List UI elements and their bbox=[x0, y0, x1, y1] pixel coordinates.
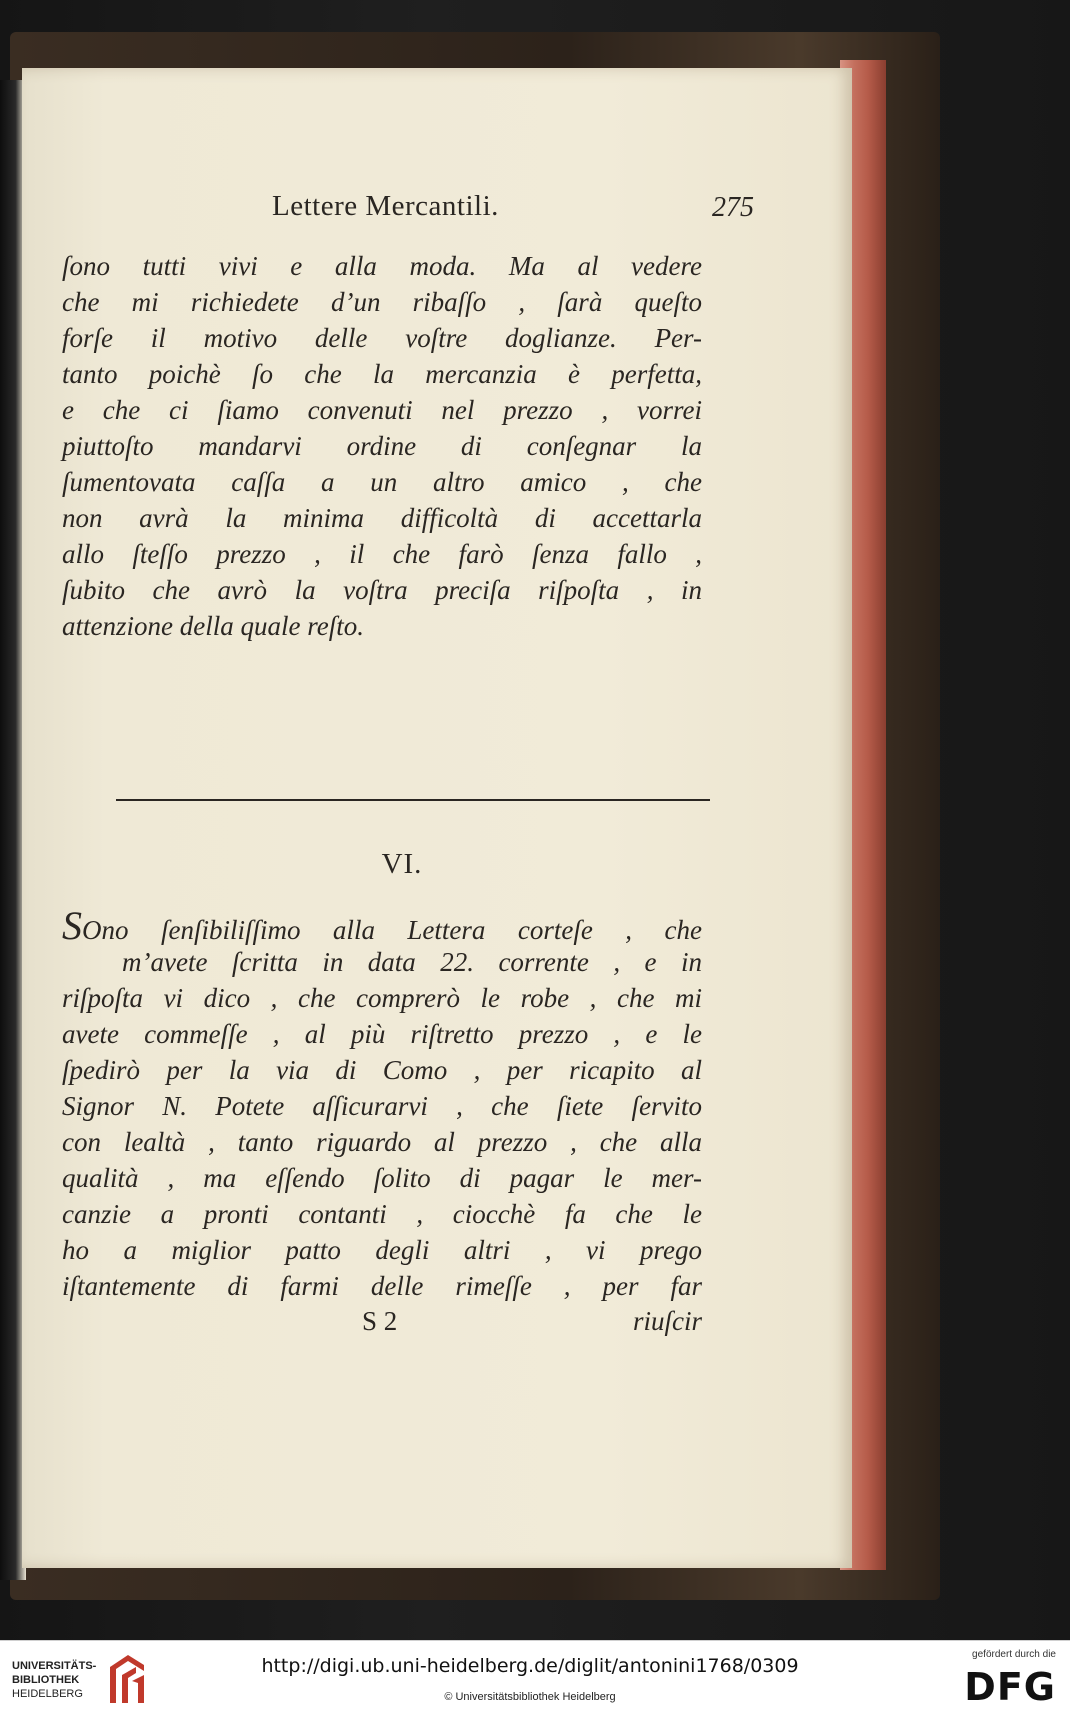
text-line: m’avete ſcritta in data 22. corrente , e in bbox=[122, 947, 702, 977]
text-line: iſtantemente di farmi delle rimeſſe , per far bbox=[62, 1271, 702, 1301]
text-line-first bbox=[62, 903, 702, 948]
text-line: che mi richiedete d’un ribaſſo , ſarà queſto bbox=[62, 287, 702, 317]
text-line: avete commeſſe , al più riſtretto prezzo , e le bbox=[62, 1019, 702, 1049]
book-page bbox=[22, 68, 852, 1568]
library-logo[interactable] bbox=[12, 1659, 96, 1701]
text-line: con lealtà , tanto riguardo al prezzo , che alla bbox=[62, 1127, 702, 1157]
text-line: allo ſteſſo prezzo , il che farò ſenza fallo , bbox=[62, 539, 702, 569]
catchword: riuſcir bbox=[632, 1306, 702, 1336]
dropcap: S bbox=[62, 903, 82, 948]
page-url-link[interactable]: http://digi.ub.uni-heidelberg.de/diglit/antonini1768/0309 bbox=[261, 1655, 799, 1677]
text-line: ſubito che avrò la voſtra preciſa riſpoſta , in bbox=[62, 575, 702, 605]
text-line: e che ci ſiamo convenuti nel prezzo , vorrei bbox=[62, 395, 702, 425]
catchline bbox=[62, 1306, 702, 1342]
section-number: VI. bbox=[381, 848, 423, 880]
text-line: forſe il motivo delle voſtre doglianze. Per- bbox=[62, 323, 702, 353]
signature-mark: S 2 bbox=[362, 1306, 398, 1336]
text-line: ſumentovata caſſa a un altro amico , che bbox=[62, 467, 702, 497]
text-line: ſpedirò per la via di Como , per ricapito al bbox=[62, 1055, 702, 1085]
text-line: ho a miglior patto degli altri , vi prego bbox=[62, 1235, 702, 1265]
text-line: riſpoſta vi dico , che comprerò le robe , che mi bbox=[62, 983, 702, 1013]
section-divider bbox=[116, 799, 710, 801]
text-line-first-rest: Ono ſenſibiliſſimo alla Lettera corteſe , che bbox=[82, 915, 702, 945]
running-head bbox=[62, 190, 754, 230]
page-number: 275 bbox=[712, 192, 754, 223]
text-line: qualità , ma eſſendo ſolito di pagar le mer- bbox=[62, 1163, 702, 1193]
paragraph-1 bbox=[62, 248, 702, 644]
text-line: canzie a pronti contanti , ciocchè fa che le bbox=[62, 1199, 702, 1229]
text-line: Signor N. Potete aſſicurarvi , che ſiete ſervito bbox=[62, 1091, 702, 1121]
copyright-notice: © Universitätsbibliothek Heidelberg bbox=[444, 1691, 616, 1703]
library-name-line-2: BIBLIOTHEK bbox=[12, 1674, 80, 1686]
dfg-logo[interactable]: DFG bbox=[964, 1665, 1056, 1709]
text-line: piuttoſto mandarvi ordine di conſegnar la bbox=[62, 431, 702, 461]
paragraph-2 bbox=[62, 903, 702, 1304]
text-line: non avrà la minima difficoltà di accettarla bbox=[62, 503, 702, 533]
library-name-line-1: UNIVERSITÄTS- bbox=[12, 1660, 97, 1672]
text-line: attenzione della quale reſto. bbox=[62, 611, 364, 641]
text-line: ſono tutti vivi e alla moda. Ma al vedere bbox=[62, 251, 702, 281]
viewer-footer bbox=[0, 1640, 1070, 1719]
text-line: tanto poichè ſo che la mercanzia è perfetta, bbox=[62, 359, 702, 389]
library-emblem-icon bbox=[106, 1651, 148, 1709]
funding-note: gefördert durch die bbox=[972, 1649, 1056, 1660]
library-name-line-3: HEIDELBERG bbox=[12, 1688, 83, 1700]
running-title: Lettere Mercantili. bbox=[272, 190, 499, 222]
